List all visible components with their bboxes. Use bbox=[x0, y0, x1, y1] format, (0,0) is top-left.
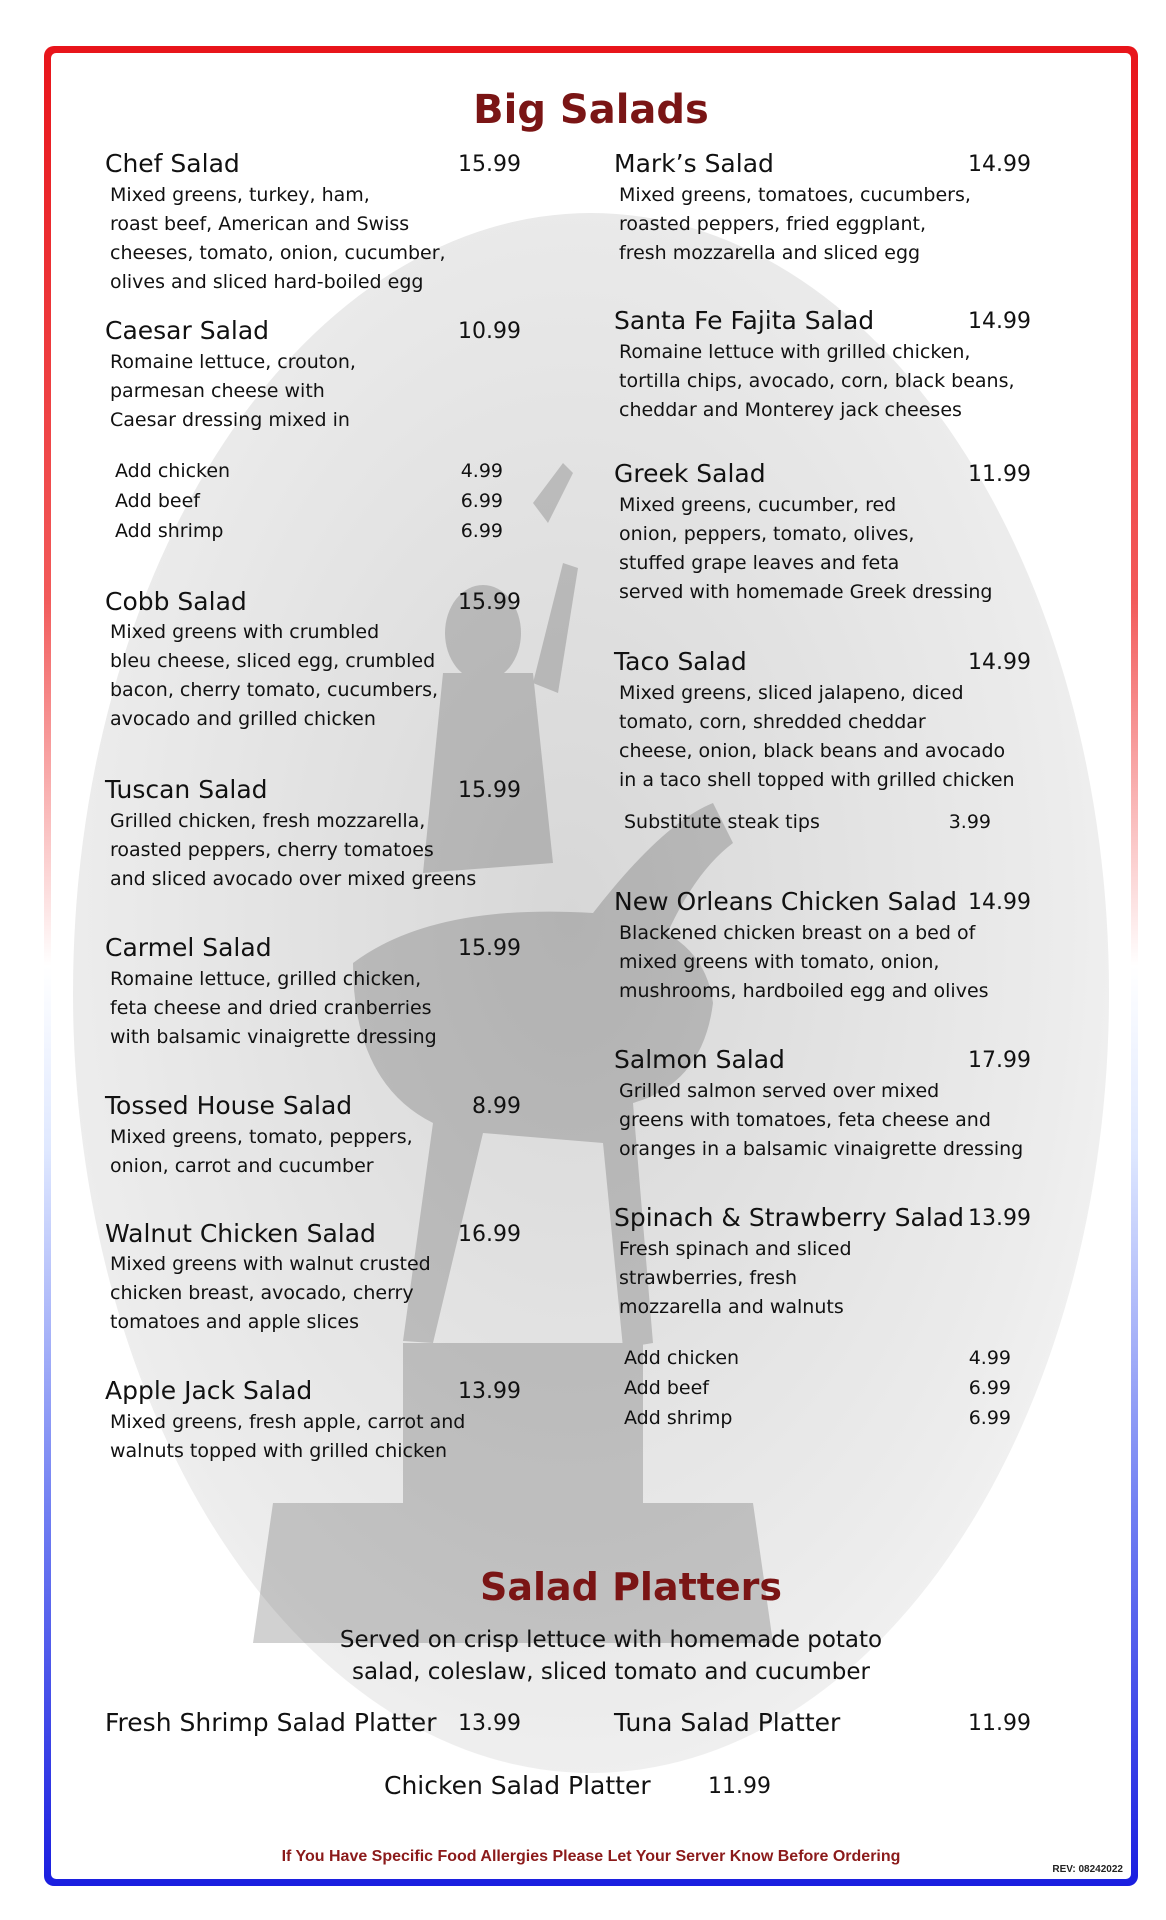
menu-item-price: 14.99 bbox=[968, 890, 1031, 915]
menu-item-name: Tuscan Salad bbox=[105, 775, 268, 804]
menu-item-name: Cobb Salad bbox=[105, 587, 247, 616]
addon-label: Add shrimp bbox=[115, 520, 224, 542]
revision-code: REV: 08242022 bbox=[1052, 1864, 1123, 1875]
menu-item-name: Apple Jack Salad bbox=[105, 1376, 313, 1405]
menu-item-price: 15.99 bbox=[458, 778, 521, 803]
menu-item-price: 10.99 bbox=[458, 319, 521, 344]
menu-item-name: Chef Salad bbox=[105, 149, 240, 178]
menu-item-description: Mixed greens, sliced jalapeno, diced tomato, corn, shredded cheddar cheese, onion, black beans and avocado in a taco shell topped with grilled chicken bbox=[619, 682, 1015, 791]
addon-price: 6.99 bbox=[968, 1377, 1011, 1399]
menu-item-price: 14.99 bbox=[968, 650, 1031, 675]
menu-item-name: New Orleans Chicken Salad bbox=[614, 887, 957, 916]
menu-item-name: Santa Fe Fajita Salad bbox=[614, 306, 875, 335]
platter-item-name: Fresh Shrimp Salad Platter bbox=[105, 1708, 437, 1737]
platters-subtitle: Served on crisp lettuce with homemade potato salad, coleslaw, sliced tomato and cucumber bbox=[339, 1627, 883, 1685]
addon-label: Add shrimp bbox=[624, 1407, 733, 1429]
addon-label: Add chicken bbox=[624, 1347, 740, 1369]
menu-item-name: Salmon Salad bbox=[614, 1045, 785, 1074]
big-salads-heading: Big Salads bbox=[473, 87, 709, 133]
platter-item-name: Tuna Salad Platter bbox=[614, 1708, 841, 1737]
menu-border bbox=[44, 46, 1138, 1886]
menu-item-description: Romaine lettuce with grilled chicken, tortilla chips, avocado, corn, black beans, cheddar and Monterey jack cheeses bbox=[619, 341, 1015, 421]
menu-item-price: 14.99 bbox=[968, 309, 1031, 334]
addon-price: 6.99 bbox=[460, 490, 503, 512]
addon-price: 3.99 bbox=[948, 811, 991, 833]
menu-item-price: 13.99 bbox=[968, 1206, 1031, 1231]
addon-price: 6.99 bbox=[968, 1407, 1011, 1429]
menu-page bbox=[51, 53, 1131, 1879]
menu-item-name: Spinach & Strawberry Salad bbox=[614, 1203, 964, 1232]
addon-price: 4.99 bbox=[968, 1347, 1011, 1369]
menu-item-price: 17.99 bbox=[968, 1048, 1031, 1073]
menu-item-name: Walnut Chicken Salad bbox=[105, 1219, 376, 1248]
platter-item-price: 11.99 bbox=[708, 1774, 771, 1799]
allergy-notice: If You Have Specific Food Allergies Please Let Your Server Know Before Ordering bbox=[281, 1848, 901, 1865]
menu-item-price: 13.99 bbox=[458, 1379, 521, 1404]
menu-item-name: Greek Salad bbox=[614, 459, 766, 488]
platter-item-price: 13.99 bbox=[458, 1711, 521, 1736]
menu-item-description: Mixed greens, fresh apple, carrot and walnuts topped with grilled chicken bbox=[110, 1411, 466, 1462]
menu-item-description: Mixed greens, turkey, ham, roast beef, American and Swiss cheeses, tomato, onion, cucumber, olives and sliced hard-boiled egg bbox=[110, 184, 446, 293]
addon-label: Add chicken bbox=[115, 460, 231, 482]
platter-item-name: Chicken Salad Platter bbox=[384, 1771, 651, 1800]
menu-item-name: Tossed House Salad bbox=[105, 1091, 353, 1120]
menu-item-description: Fresh spinach and sliced strawberries, fresh mozzarella and walnuts bbox=[619, 1238, 852, 1318]
menu-item-price: 11.99 bbox=[968, 462, 1031, 487]
menu-item-description: Romaine lettuce, grilled chicken, feta cheese and dried cranberries with balsamic vinaigrette dressing bbox=[110, 968, 437, 1048]
menu-item-name: Taco Salad bbox=[614, 647, 747, 676]
menu-item-price: 16.99 bbox=[458, 1222, 521, 1247]
menu-item-price: 15.99 bbox=[458, 152, 521, 177]
addon-price: 4.99 bbox=[460, 460, 503, 482]
menu-item-description: Romaine lettuce, crouton, parmesan cheese with Caesar dressing mixed in bbox=[110, 351, 356, 431]
menu-item-price: 8.99 bbox=[472, 1094, 521, 1119]
menu-item-price: 15.99 bbox=[458, 590, 521, 615]
menu-item-name: Mark’s Salad bbox=[614, 149, 774, 178]
salad-platters-heading: Salad Platters bbox=[479, 1565, 783, 1609]
menu-item-description: Grilled chicken, fresh mozzarella, roasted peppers, cherry tomatoes and sliced avocado over mixed greens bbox=[110, 810, 477, 890]
menu-item-price: 14.99 bbox=[968, 152, 1031, 177]
menu-item-description: Mixed greens, tomato, peppers, onion, carrot and cucumber bbox=[110, 1126, 413, 1177]
addon-label: Substitute steak tips bbox=[624, 811, 820, 833]
addon-price: 6.99 bbox=[460, 520, 503, 542]
menu-item-description: Mixed greens with crumbled bleu cheese, sliced egg, crumbled bacon, cherry tomato, cucumbers, avocado and grilled chicken bbox=[110, 621, 439, 730]
menu-item-description: Blackened chicken breast on a bed of mixed greens with tomato, onion, mushrooms, hardboiled egg and olives bbox=[619, 922, 989, 1002]
menu-item-description: Mixed greens with walnut crusted chicken breast, avocado, cherry tomatoes and apple slices bbox=[110, 1253, 431, 1333]
platter-item-price: 11.99 bbox=[968, 1711, 1031, 1736]
addon-label: Add beef bbox=[624, 1377, 709, 1399]
menu-item-description: Mixed greens, tomatoes, cucumbers, roasted peppers, fried eggplant, fresh mozzarella and sliced egg bbox=[619, 184, 971, 264]
menu-item-name: Caesar Salad bbox=[105, 316, 270, 345]
menu-item-name: Carmel Salad bbox=[105, 933, 272, 962]
addon-label: Add beef bbox=[115, 490, 200, 512]
menu-item-description: Mixed greens, cucumber, red onion, peppers, tomato, olives, stuffed grape leaves and feta served with homemade Greek dressing bbox=[619, 494, 993, 603]
menu-item-price: 15.99 bbox=[458, 936, 521, 961]
menu-item-description: Grilled salmon served over mixed greens with tomatoes, feta cheese and oranges in a balsamic vinaigrette dressing bbox=[619, 1080, 1024, 1160]
